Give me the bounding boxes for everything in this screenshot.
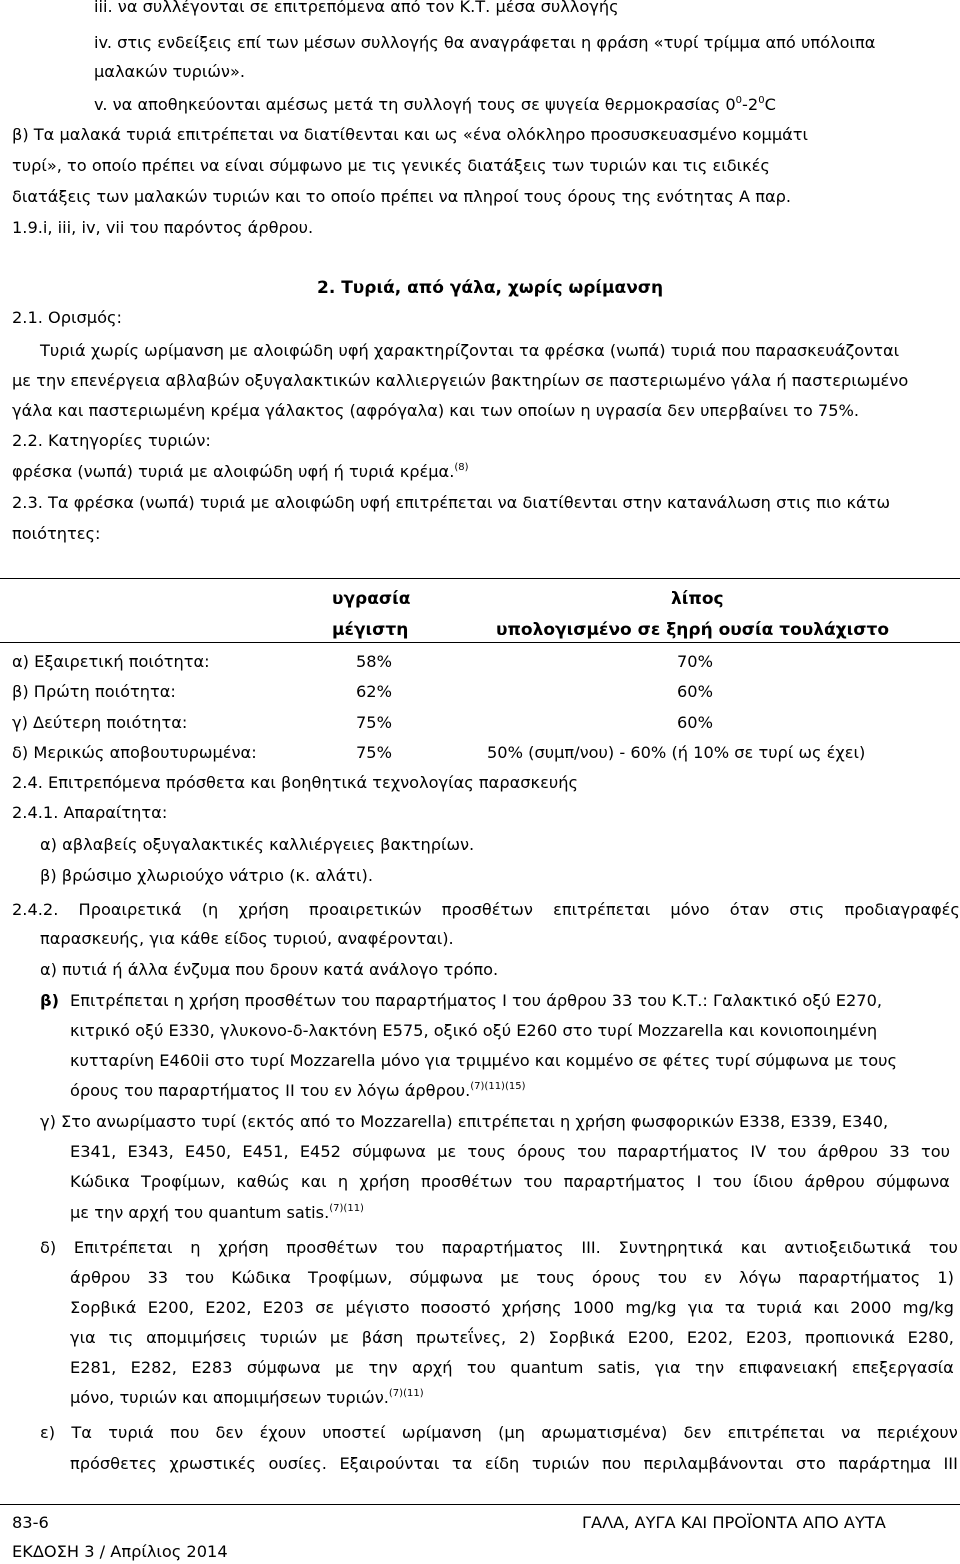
word: 2000 — [850, 1298, 892, 1317]
word: όρους — [517, 1142, 567, 1161]
word: που — [601, 1454, 631, 1473]
word: απομιμήσεις — [146, 1328, 247, 1347]
optional-line1 — [12, 900, 960, 920]
optional-b-line1: Επιτρέπεται η χρήση προσθέτων του παραρτήματος Ι του άρθρου 33 του Κ.Τ.: Γαλακτικό οξύ Ε270, — [70, 991, 883, 1010]
word: 33 — [889, 1142, 910, 1161]
word: Τροφίμων, — [141, 1172, 226, 1191]
word: αντιοξειδωτικά — [784, 1238, 912, 1257]
word: ίδιου — [752, 1172, 794, 1191]
word: την — [695, 1358, 725, 1377]
word: Σορβικά — [70, 1298, 137, 1317]
paragraph-beta-line3: διατάξεις των μαλακών τυριών και το οποίο πρέπει να πληροί τους όρους της ενότητας Α παρ. — [12, 187, 792, 206]
paragraph-beta-line1: β) Τα μαλακά τυριά επιτρέπεται να διατίθενται και ως «ένα ολόκληρο προσυσκευασμένο κομμάτι — [12, 125, 809, 144]
word: 2.4.2. — [12, 900, 59, 919]
word: πρωτεΐνες, — [416, 1328, 507, 1347]
optional-g-line4-text: με την αρχή του quantum satis. — [70, 1203, 330, 1222]
word: του — [395, 1238, 425, 1257]
qualities-line1: 2.3. Τα φρέσκα (νωπά) τυριά με αλοιφώδη υφή επιτρέπεται να διατίθενται στην κατανάλωση στις πιο κάτω — [12, 493, 890, 512]
word: Ε341, — [70, 1142, 117, 1161]
word: τυριά — [756, 1298, 803, 1317]
word: τις — [108, 1328, 134, 1347]
word: βάση — [361, 1328, 404, 1347]
word: αρχή — [411, 1358, 453, 1377]
table-header-rule — [0, 642, 960, 643]
optional-e-line2 — [70, 1454, 958, 1474]
table-row-label-3: γ) Δεύτερη ποιότητα: — [12, 713, 188, 732]
word: 1) — [937, 1268, 954, 1287]
word: και — [813, 1298, 840, 1317]
word: IV — [750, 1142, 767, 1161]
footer-page-number: 83-6 — [12, 1513, 49, 1532]
word: επεξεργασία — [851, 1358, 954, 1377]
word: η — [190, 1238, 201, 1257]
word: σύμφωνα — [409, 1268, 484, 1287]
word: προσθέτων — [441, 900, 533, 919]
word: Ε451, — [242, 1142, 289, 1161]
definition-line3: γάλα και παστεριωμένη κρέμα γάλακτος (αφρόγαλα) και των οποίων η υγρασία δεν υπερβαίνει το 75%. — [12, 401, 860, 420]
word: Ε452 — [299, 1142, 341, 1161]
word: καθώς — [236, 1172, 290, 1191]
word: η — [337, 1172, 349, 1191]
word: Ε282, — [130, 1358, 177, 1377]
table-header-moisture-2: μέγιστη — [332, 620, 409, 640]
table-row-fat-1: 70% — [677, 652, 713, 671]
word: Τροφίμων, — [308, 1268, 393, 1287]
table-row-label-2: β) Πρώτη ποιότητα: — [12, 682, 176, 701]
word: χρωστικές — [169, 1454, 256, 1473]
word: Σορβικά — [548, 1328, 615, 1347]
word: με — [329, 1328, 349, 1347]
word: παραρτήματος — [617, 1142, 740, 1161]
word: προπιονικά — [805, 1328, 895, 1347]
table-row-fat-4: 50% (συμπ/νου) - 60% (ή 10% σε τυρί ως έχει) — [487, 743, 866, 762]
word: 2) — [518, 1328, 536, 1347]
v-text-b: -2 — [742, 95, 759, 114]
word: επιτρέπεται — [553, 900, 651, 919]
word: σε — [315, 1298, 335, 1317]
word: 33 — [147, 1268, 169, 1287]
word: ε) — [40, 1423, 56, 1442]
word: περιέχουν — [877, 1423, 958, 1442]
list-item-iii: iii. να συλλέγονται σε επιτρεπόμενα από τον Κ.Τ. μέσα συλλογής — [94, 0, 619, 16]
table-header-moisture-1: υγρασία — [332, 589, 411, 609]
word: (η — [201, 900, 219, 919]
word: και — [740, 1238, 767, 1257]
word: στις — [789, 900, 825, 919]
word: satis, — [597, 1358, 641, 1377]
word: υποστεί — [322, 1423, 386, 1442]
word: Ε280, — [907, 1328, 954, 1347]
word: προαιρετικών — [309, 900, 422, 919]
word: Ε343, — [127, 1142, 174, 1161]
word: μέγιστο — [345, 1298, 410, 1317]
word: την — [368, 1358, 398, 1377]
word: τα — [724, 1298, 746, 1317]
word: δεν — [683, 1423, 712, 1442]
word: ωρίμανση — [401, 1423, 482, 1442]
word: Κώδικα — [231, 1268, 291, 1287]
optional-b-label — [40, 991, 59, 1011]
table-row-fat-2: 60% — [677, 682, 713, 701]
word: τους — [467, 1142, 506, 1161]
word: δ) — [40, 1238, 57, 1257]
optional-d-line2 — [70, 1268, 954, 1288]
word: ποσοστό — [420, 1298, 491, 1317]
optional-a: α) πυτιά ή άλλα ένζυμα που δρουν κατά ανάλογο τρόπο. — [40, 960, 499, 979]
word: του — [712, 1172, 742, 1191]
word: άρθρου — [70, 1268, 131, 1287]
word: Ε202, — [205, 1298, 252, 1317]
word: επιτρέπεται — [727, 1423, 825, 1442]
word: Προαιρετικά — [78, 900, 182, 919]
word: λόγω — [738, 1268, 782, 1287]
word: του — [777, 1142, 807, 1161]
optional-d-line6-text: μόνο, τυριών και απομιμήσεων τυριών. — [70, 1388, 389, 1407]
word: ουσίες. — [268, 1454, 327, 1473]
word: όρους — [591, 1268, 641, 1287]
required-label: 2.4.1. Απαραίτητα: — [12, 803, 168, 822]
categories-footnote: (8) — [454, 462, 469, 473]
word: του — [920, 1142, 950, 1161]
optional-g-line1: γ) Στο ανωρίμαστο τυρί (εκτός από το Mozzarella) επιτρέπεται η χρήση φωσφορικών Ε338, Ε339, Ε340, — [40, 1112, 889, 1131]
optional-b-footnote: (7)(11)(15) — [470, 1081, 526, 1092]
word: αρωματισμένα) — [541, 1423, 668, 1442]
word: για — [654, 1358, 681, 1377]
word: τα — [451, 1454, 473, 1473]
word: Εξαιρούνται — [339, 1454, 440, 1473]
table-row-moisture-1: 58% — [356, 652, 392, 671]
word: Ε281, — [70, 1358, 117, 1377]
word: του — [928, 1238, 958, 1257]
v-sup2: 0 — [758, 95, 765, 106]
word: με — [437, 1142, 457, 1161]
word: ΙΙΙ. — [581, 1238, 601, 1257]
word: για — [687, 1298, 714, 1317]
word: mg/kg — [902, 1298, 954, 1317]
list-item-iv-line1: iv. στις ενδείξεις επί των μέσων συλλογής θα αναγράφεται η φράση «τυρί τρίμμα από υπόλοιπα — [94, 33, 876, 52]
categories-text — [12, 462, 469, 482]
word: Κώδικα — [70, 1172, 130, 1191]
paragraph-beta-line2: τυρί», το οποίο πρέπει να είναι σύμφωνο με τις γενικές διατάξεις των τυριών και τις ειδικές — [12, 156, 770, 175]
required-b: β) βρώσιμο χλωριούχο νάτριο (κ. αλάτι). — [40, 866, 373, 885]
optional-d-footnote: (7)(11) — [388, 1388, 424, 1399]
optional-d-line4 — [70, 1328, 954, 1348]
word: Ε450, — [184, 1142, 232, 1161]
v-text-a: v. να αποθηκεύονται αμέσως μετά τη συλλογή τους σε ψυγεία θερμοκρασίας 0 — [94, 95, 736, 114]
word: και — [300, 1172, 327, 1191]
word: παραρτήματος — [563, 1172, 686, 1191]
word: περιλαμβάνονται — [643, 1454, 784, 1473]
word: Ε203, — [745, 1328, 793, 1347]
word: Ε200, — [627, 1328, 674, 1347]
list-item-iv-line2: μαλακών τυριών». — [94, 62, 246, 81]
word: χρήση — [359, 1172, 410, 1191]
word: του — [523, 1172, 553, 1191]
word: Επιτρέπεται — [73, 1238, 173, 1257]
optional-b-line2: κιτρικό οξύ Ε330, γλυκονο-δ-λακτόνη Ε575, οξικό οξύ Ε260 στο τυρί Mozzarella και κονιοποιημένη — [70, 1021, 878, 1040]
optional-g-line2 — [70, 1142, 950, 1162]
optional-b-line3: κυτταρίνη Ε460ii στο τυρί Mozzarella μόνο για τριμμένο και κομμένο σε φέτες τυρί σύμφωνα με τους — [70, 1051, 897, 1070]
optional-d-line1 — [40, 1238, 958, 1258]
word: τους — [536, 1268, 575, 1287]
word: (μη — [498, 1423, 525, 1442]
definition-line1: Τυριά χωρίς ωρίμανση με αλοιφώδη υφή χαρακτηρίζονται τα φρέσκα (νωπά) τυριά που παρασκευάζονται — [40, 341, 900, 360]
word: τυριών — [531, 1454, 590, 1473]
word: να — [841, 1423, 861, 1442]
word: προσθέτων — [286, 1238, 378, 1257]
word: mg/kg — [625, 1298, 677, 1317]
footer-chapter: ΓΑΛΑ, ΑΥΓΑ ΚΑΙ ΠΡΟΪΟΝΤΑ ΑΠΟ ΑΥΤΑ — [582, 1513, 886, 1532]
word: Ε200, — [147, 1298, 194, 1317]
categories-text-main: φρέσκα (νωπά) τυριά με αλοιφώδη υφή ή τυριά κρέμα. — [12, 462, 455, 481]
paragraph-beta-line4: 1.9.i, iii, iv, vii του παρόντος άρθρου. — [12, 218, 314, 237]
table-header-fat-2: υπολογισμένο σε ξηρή ουσία τουλάχιστο — [496, 620, 890, 640]
word: ΙΙΙ — [943, 1454, 958, 1473]
word: στο — [795, 1454, 826, 1473]
list-item-v — [94, 95, 776, 115]
word: για — [70, 1328, 96, 1347]
word: του — [577, 1142, 607, 1161]
word: εν — [704, 1268, 722, 1287]
table-header-fat-1: λίπος — [671, 589, 724, 609]
v-text-c: C — [764, 95, 776, 114]
word: τυριών — [259, 1328, 318, 1347]
optional-line2: παρασκευής, για κάθε είδος τυριού, αναφέρονται). — [40, 929, 454, 948]
table-row-moisture-3: 75% — [356, 713, 392, 732]
qualities-line2: ποιότητες: — [12, 524, 101, 543]
word: σύμφωνα — [352, 1142, 426, 1161]
optional-d-line3 — [70, 1298, 954, 1318]
word: δεν — [215, 1423, 244, 1442]
word: Τα — [71, 1423, 92, 1442]
additives-heading: 2.4. Επιτρεπόμενα πρόσθετα και βοηθητικά τεχνολογίας παρασκευής — [12, 773, 578, 792]
table-row-moisture-2: 62% — [356, 682, 392, 701]
word: προδιαγραφές — [844, 900, 960, 919]
table-row-fat-3: 60% — [677, 713, 713, 732]
word: παράρτημα — [838, 1454, 931, 1473]
table-top-rule — [0, 578, 960, 579]
word: άρθρου — [817, 1142, 878, 1161]
optional-d-line6 — [70, 1388, 424, 1408]
word: με — [500, 1268, 520, 1287]
word: Ε283 — [191, 1358, 233, 1377]
optional-b-marker: β) — [40, 991, 59, 1010]
required-a: α) αβλαβείς οξυγαλακτικές καλλιέργειες βακτηρίων. — [40, 835, 475, 854]
footer-edition: ΕΚΔΟΣΗ 3 / Απρίλιος 2014 — [12, 1542, 228, 1561]
word: 1000 — [572, 1298, 615, 1317]
optional-e-line1 — [40, 1423, 958, 1443]
word: σύμφωνα — [875, 1172, 950, 1191]
optional-b-line4-text: όρους του παραρτήματος ΙΙ του εν λόγω άρθρου. — [70, 1081, 471, 1100]
word: του — [657, 1268, 687, 1287]
optional-g-line4 — [70, 1203, 364, 1223]
optional-d-line5 — [70, 1358, 954, 1378]
footer-rule — [0, 1504, 960, 1505]
table-row-label-4: δ) Μερικώς αποβουτυρωμένα: — [12, 743, 257, 762]
definition-label: 2.1. Ορισμός: — [12, 308, 122, 327]
definition-line2: με την επενέργεια αβλαβών οξυγαλακτικών καλλιεργειών βακτηρίων σε παστεριωμένο γάλα ή παστεριωμένο — [12, 371, 909, 390]
word: χρήση — [218, 1238, 269, 1257]
word: επιφανειακή — [738, 1358, 838, 1377]
word: που — [170, 1423, 200, 1442]
word: χρήσης — [501, 1298, 562, 1317]
word: παραρτήματος — [798, 1268, 921, 1287]
word: όταν — [729, 900, 770, 919]
word: Ι — [696, 1172, 702, 1191]
optional-b-line4 — [70, 1081, 526, 1101]
word: πρόσθετες — [70, 1454, 157, 1473]
table-row-label-1: α) Εξαιρετική ποιότητα: — [12, 652, 210, 671]
categories-label: 2.2. Κατηγορίες τυριών: — [12, 431, 211, 450]
word: με — [335, 1358, 355, 1377]
word: του — [185, 1268, 215, 1287]
word: σύμφωνα — [246, 1358, 321, 1377]
word: Ε202, — [686, 1328, 734, 1347]
optional-g-footnote: (7)(11) — [329, 1203, 364, 1214]
word: έχουν — [259, 1423, 306, 1442]
word: χρήση — [238, 900, 289, 919]
word: Συντηρητικά — [618, 1238, 724, 1257]
word: τυριά — [108, 1423, 154, 1442]
word: παραρτήματος — [441, 1238, 564, 1257]
word: είδη — [484, 1454, 520, 1473]
word: προσθέτων — [420, 1172, 513, 1191]
word: quantum — [510, 1358, 584, 1377]
section-heading: 2. Τυριά, από γάλα, χωρίς ωρίμανση — [317, 278, 664, 298]
table-row-moisture-4: 75% — [356, 743, 392, 762]
v-sup1: 0 — [735, 95, 743, 106]
optional-g-line3 — [70, 1172, 950, 1192]
word: Ε203 — [262, 1298, 304, 1317]
word: του — [466, 1358, 496, 1377]
word: μόνο — [670, 900, 710, 919]
word: άρθρου — [804, 1172, 865, 1191]
